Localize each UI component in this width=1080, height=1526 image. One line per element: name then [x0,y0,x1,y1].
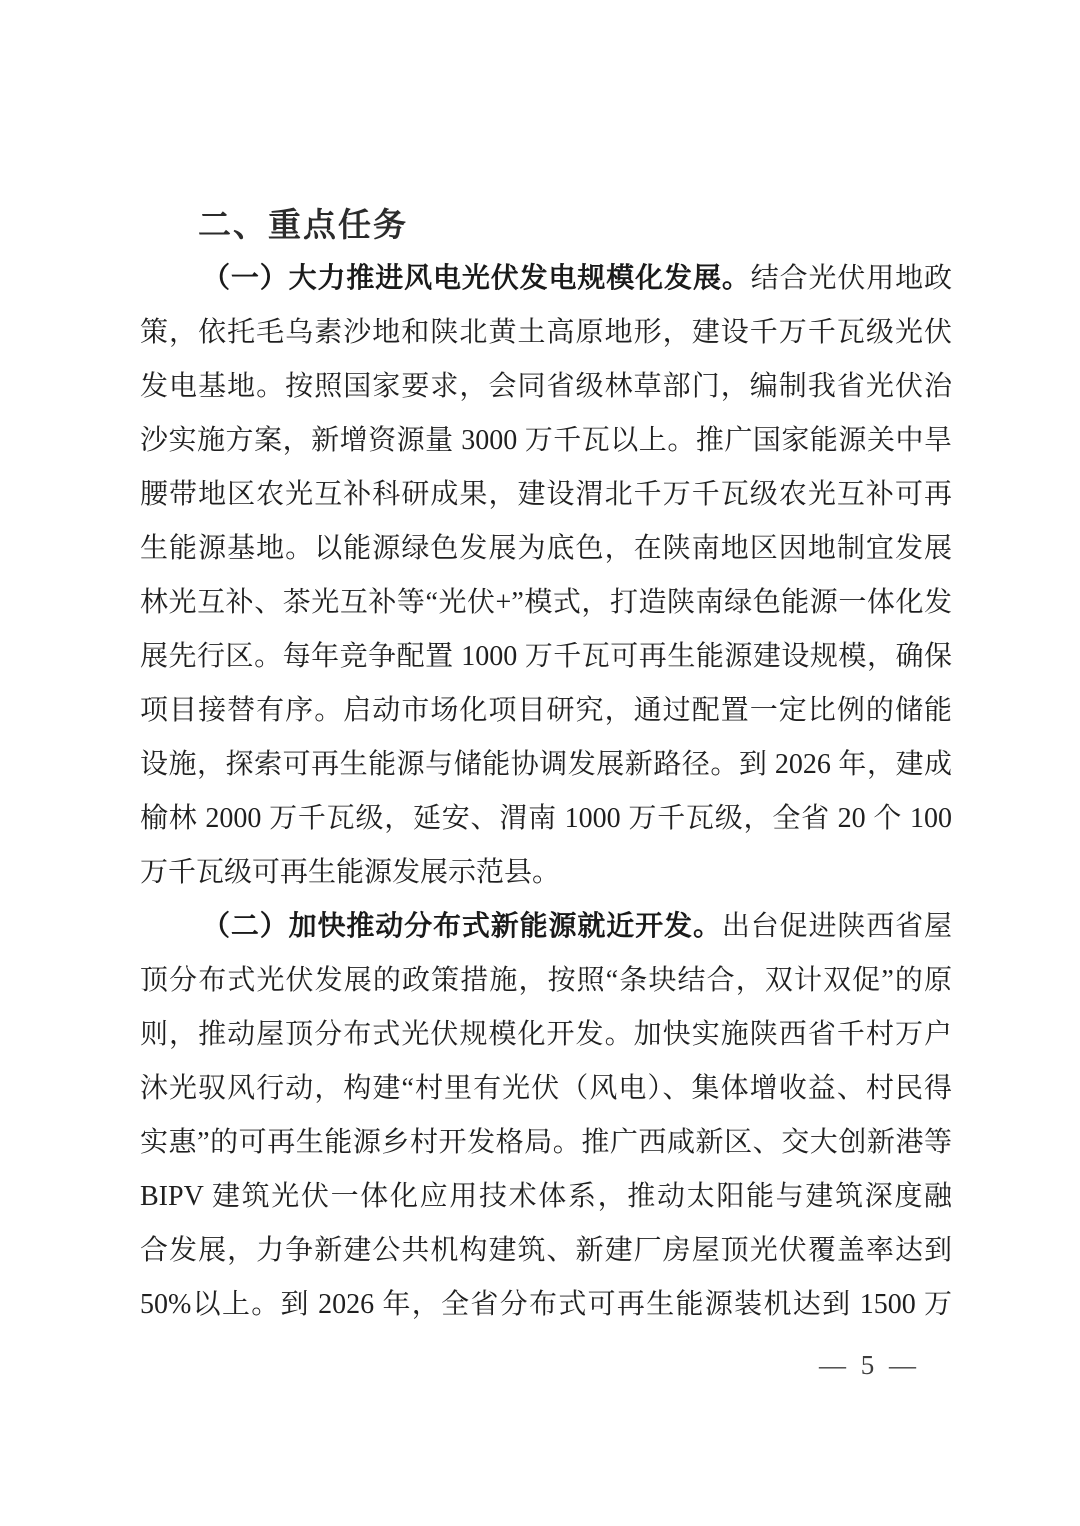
paragraph-line: 万千瓦级可再生能源发展示范县。 [140,857,561,888]
paragraph-line: 展先行区。每年竞争配置 1000 万千瓦可再生能源建设规模，确保 [140,641,952,672]
paragraph-line: 合发展，力争新建公共机构建筑、新建厂房屋顶光伏覆盖率达到 [140,1235,952,1266]
paragraph-line [140,900,952,954]
paragraph-line: 则，推动屋顶分布式光伏规模化开发。加快实施陕西省千村万户 [140,1019,952,1050]
paragraph-line: 沐光驭风行动，构建“村里有光伏（风电）、集体增收益、村民得 [140,1073,952,1104]
paragraph-line: 50%以上。到 2026 年，全省分布式可再生能源装机达到 1500 万 [140,1289,952,1320]
paragraph-line: 榆林 2000 万千瓦级，延安、渭南 1000 万千瓦级，全省 20 个 100 [140,803,952,834]
paragraph-text: 出台促进陕西省屋 [721,911,952,942]
paragraph-line: 设施，探索可再生能源与储能协调发展新路径。到 2026 年，建成 [140,749,952,780]
paragraph-line: 项目接替有序。启动市场化项目研究，通过配置一定比例的储能 [140,695,952,726]
paragraph-line: 发电基地。按照国家要求，会同省级林草部门，编制我省光伏治 [140,371,952,402]
section-heading: 二、重点任务 [198,206,408,243]
paragraph-line: 实惠”的可再生能源乡村开发格局。推广西咸新区、交大创新港等 [140,1127,952,1158]
paragraph-line: 沙实施方案，新增资源量 3000 万千瓦以上。推广国家能源关中旱 [140,425,952,456]
paragraph-lead: （一）大力推进风电光伏发电规模化发展。 [202,263,751,294]
page-number: — 5 — [819,1350,920,1380]
document-body [140,198,952,1332]
paragraph-line: BIPV 建筑光伏一体化应用技术体系，推动太阳能与建筑深度融 [140,1181,952,1212]
paragraph-line: 生能源基地。以能源绿色发展为底色，在陕南地区因地制宜发展 [140,533,952,564]
paragraph-line: 腰带地区农光互补科研成果，建设渭北千万千瓦级农光互补可再 [140,479,952,510]
paragraph-line: 顶分布式光伏发展的政策措施，按照“条块结合，双计双促”的原 [140,965,952,996]
paragraph-line [140,252,952,306]
paragraph-lead: （二）加快推动分布式新能源就近开发。 [202,911,722,942]
paragraph-line: 林光互补、茶光互补等“光伏+”模式，打造陕南绿色能源一体化发 [140,587,952,618]
paragraph-text: 结合光伏用地政 [750,263,952,294]
paragraph-line: 策，依托毛乌素沙地和陕北黄土高原地形，建设千万千瓦级光伏 [140,317,952,348]
